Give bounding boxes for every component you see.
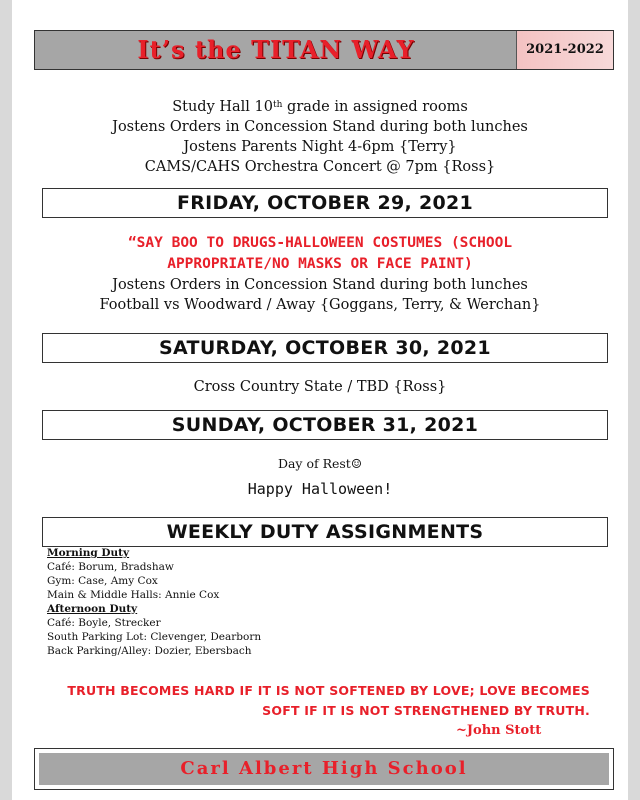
list-item: Cross Country State / TBD {Ross} bbox=[193, 379, 447, 395]
quote-line-1: TRUTH BECOMES HARD IF IT IS NOT SOFTENED BY LOVE; LOVE BECOMES bbox=[67, 683, 590, 698]
list-item: Jostens Parents Night 4-6pm {Terry} bbox=[183, 139, 457, 155]
saturday-list bbox=[12, 377, 628, 397]
title-banner bbox=[34, 30, 614, 70]
halloween-greeting: Happy Halloween! bbox=[247, 480, 393, 498]
afternoon-duty-heading: Afternoon Duty bbox=[47, 603, 138, 615]
sunday-list bbox=[12, 454, 628, 498]
newsletter-page bbox=[12, 0, 628, 800]
list-item: Football vs Woodward / Away {Goggans, Terry, & Werchan} bbox=[99, 297, 541, 313]
list-item: Jostens Orders in Concession Stand during both lunches bbox=[112, 277, 528, 293]
duty-list bbox=[47, 546, 261, 658]
list-item: Main & Middle Halls: Annie Cox bbox=[47, 589, 220, 601]
quote-author: ~John Stott bbox=[456, 723, 542, 738]
list-item: Day of Rest☺ bbox=[277, 456, 363, 471]
highlight-text: “SAY BOO TO DRUGS-HALLOWEEN COSTUMES (SCHOOL bbox=[127, 235, 513, 251]
footer-banner bbox=[34, 748, 614, 790]
saturday-heading: SATURDAY, OCTOBER 30, 2021 bbox=[42, 333, 608, 363]
list-item: Jostens Orders in Concession Stand during both lunches bbox=[112, 119, 528, 135]
school-name: Carl Albert High School bbox=[39, 753, 609, 785]
friday-list bbox=[12, 233, 628, 315]
list-item: Café: Boyle, Strecker bbox=[47, 617, 161, 629]
friday-heading: FRIDAY, OCTOBER 29, 2021 bbox=[42, 188, 608, 218]
duty-heading: WEEKLY DUTY ASSIGNMENTS bbox=[42, 517, 608, 547]
morning-duty-heading: Morning Duty bbox=[47, 547, 130, 559]
quote-line-2: SOFT IF IT IS NOT STRENGTHENED BY TRUTH. bbox=[262, 703, 590, 718]
list-item: Study Hall 10th grade in assigned rooms bbox=[172, 99, 468, 115]
list-item: South Parking Lot: Clevenger, Dearborn bbox=[47, 631, 262, 643]
list-item: Back Parking/Alley: Dozier, Ebersbach bbox=[47, 645, 252, 657]
list-item: CAMS/CAHS Orchestra Concert @ 7pm {Ross} bbox=[144, 159, 496, 175]
newsletter-title: It’s the TITAN WAY bbox=[137, 35, 415, 64]
sunday-heading: SUNDAY, OCTOBER 31, 2021 bbox=[42, 410, 608, 440]
school-year: 2021-2022 bbox=[516, 31, 613, 69]
highlight-text: APPROPRIATE/NO MASKS OR FACE PAINT) bbox=[167, 256, 473, 272]
list-item: Gym: Case, Amy Cox bbox=[47, 575, 158, 587]
list-item: Café: Borum, Bradshaw bbox=[47, 561, 174, 573]
thursday-list bbox=[12, 97, 628, 177]
